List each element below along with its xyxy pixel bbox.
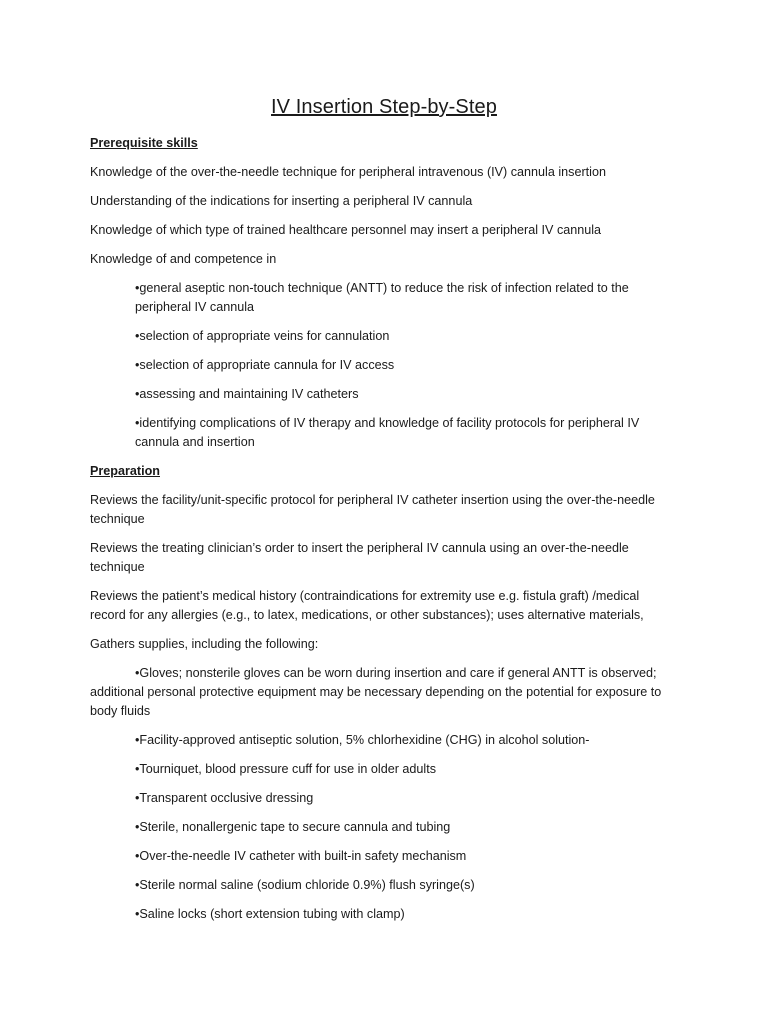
prerequisite-item: Knowledge of the over-the-needle technique for peripheral intravenous (IV) cannula insertion <box>90 165 606 179</box>
competence-bullet-continued: peripheral IV cannula <box>135 300 255 314</box>
preparation-item-continued: record for any allergies (e.g., to latex, medications, or other substances); uses alternative materials, <box>90 608 644 622</box>
competence-bullet: •selection of appropriate cannula for IV access <box>135 358 395 372</box>
competence-bullet: •general aseptic non-touch technique (ANTT) to reduce the risk of infection related to the <box>135 281 629 295</box>
competence-bullet: •assessing and maintaining IV catheters <box>135 387 359 401</box>
competence-bullet: •identifying complications of IV therapy and knowledge of facility protocols for peripheral IV <box>135 416 640 430</box>
supply-bullet-gloves: •Gloves; nonsterile gloves can be worn during insertion and care if general ANTT is observed; <box>135 666 657 680</box>
section-heading-prerequisite: Prerequisite skills <box>90 136 198 150</box>
supply-bullet: •Sterile, nonallergenic tape to secure cannula and tubing <box>135 820 451 834</box>
section-heading-preparation: Preparation <box>90 464 160 478</box>
preparation-item-continued: technique <box>90 560 145 574</box>
preparation-item: Gathers supplies, including the following: <box>90 637 319 651</box>
competence-bullet-continued: cannula and insertion <box>135 435 255 449</box>
supply-bullet: •Sterile normal saline (sodium chloride 0.9%) flush syringe(s) <box>135 878 475 892</box>
preparation-item-continued: technique <box>90 512 145 526</box>
supply-bullet: •Transparent occlusive dressing <box>135 791 314 805</box>
prerequisite-item: Understanding of the indications for inserting a peripheral IV cannula <box>90 194 473 208</box>
supply-bullet: •Tourniquet, blood pressure cuff for use in older adults <box>135 762 437 776</box>
preparation-item: Reviews the facility/unit-specific protocol for peripheral IV catheter insertion using the over-the-needle <box>90 493 655 507</box>
supply-bullet-gloves-continued: body fluids <box>90 704 151 718</box>
document-title: IV Insertion Step-by-Step <box>271 96 497 118</box>
supply-bullet: •Facility-approved antiseptic solution, 5% chlorhexidine (CHG) in alcohol solution- <box>135 733 590 747</box>
prerequisite-item: Knowledge of which type of trained healthcare personnel may insert a peripheral IV cannula <box>90 223 602 237</box>
supply-bullet: •Saline locks (short extension tubing with clamp) <box>135 907 405 921</box>
supply-bullet: •Over-the-needle IV catheter with built-in safety mechanism <box>135 849 467 863</box>
preparation-item: Reviews the patient’s medical history (contraindications for extremity use e.g. fistula graft) /medical <box>90 589 640 603</box>
competence-bullet: •selection of appropriate veins for cannulation <box>135 329 390 343</box>
preparation-item: Reviews the treating clinician’s order to insert the peripheral IV cannula using an over-the-needle <box>90 541 629 555</box>
prerequisite-item: Knowledge of and competence in <box>90 252 277 266</box>
supply-bullet-gloves-continued: additional personal protective equipment may be necessary depending on the potential for exposure to <box>90 685 662 699</box>
